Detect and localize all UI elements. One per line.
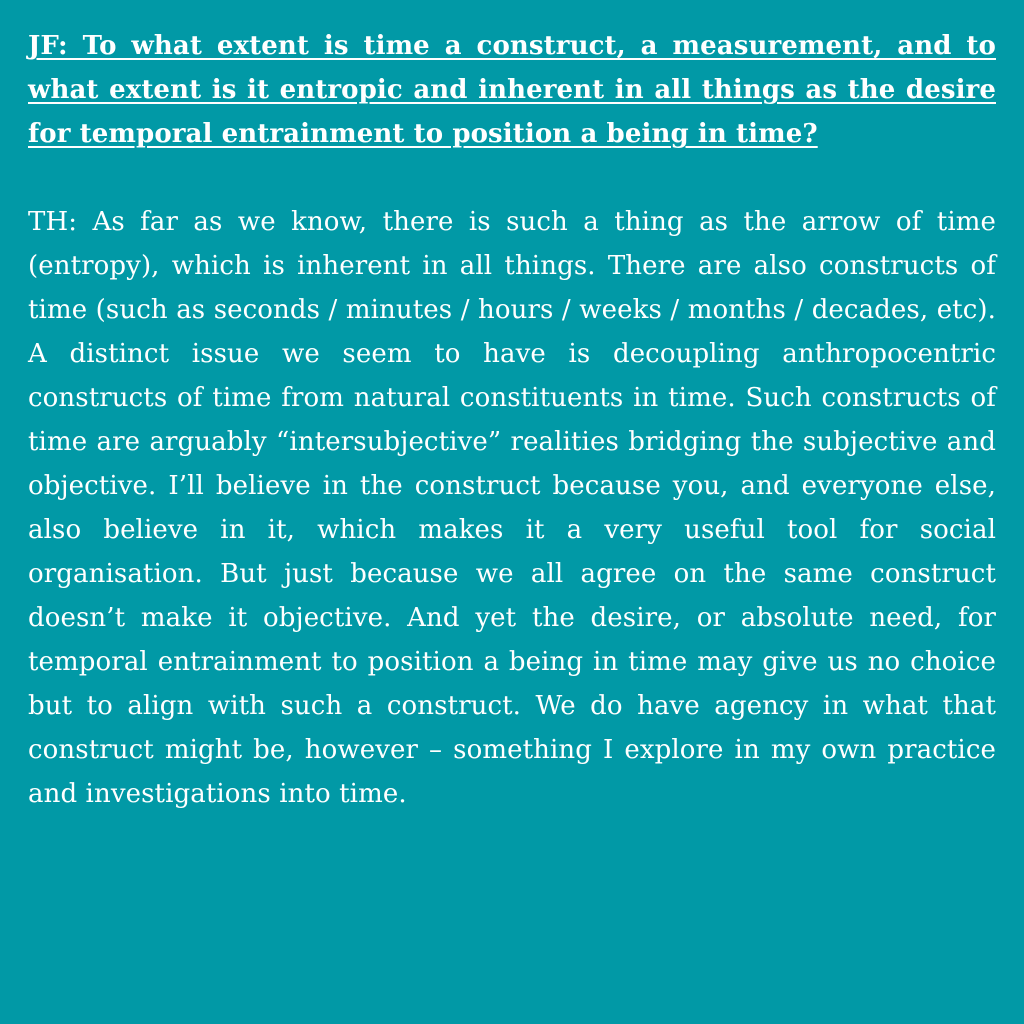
interview-answer: TH: As far as we know, there is such a thing as the arrow of time (entropy), which is inherent in all things. There are also constructs of time (such as seconds / minutes / hours / weeks / months / decades, etc). A distinct issue we seem to have is decoupling anthropocentric constructs of time from natural constituents in time. Such constructs of time are arguably “intersubjective” realities bridging the subjective and objective. I’ll believe in the construct because you, and everyone else, also believe in it, which makes it a very useful tool for social organisation. But just because we all agree on the same construct doesn’t make it objective. And yet the desire, or absolute need, for temporal entrainment to position a being in time may give us no choice but to align with such a construct. We do have agency in what that construct might be, however – something I explore in my own practice and investigations into time. — [28, 207, 996, 809]
interview-question: JF: To what extent is time a construct, a measurement, and to what extent is it entropic and inherent in all things as the desire for temporal entrainment to position a being in time? — [28, 31, 996, 149]
